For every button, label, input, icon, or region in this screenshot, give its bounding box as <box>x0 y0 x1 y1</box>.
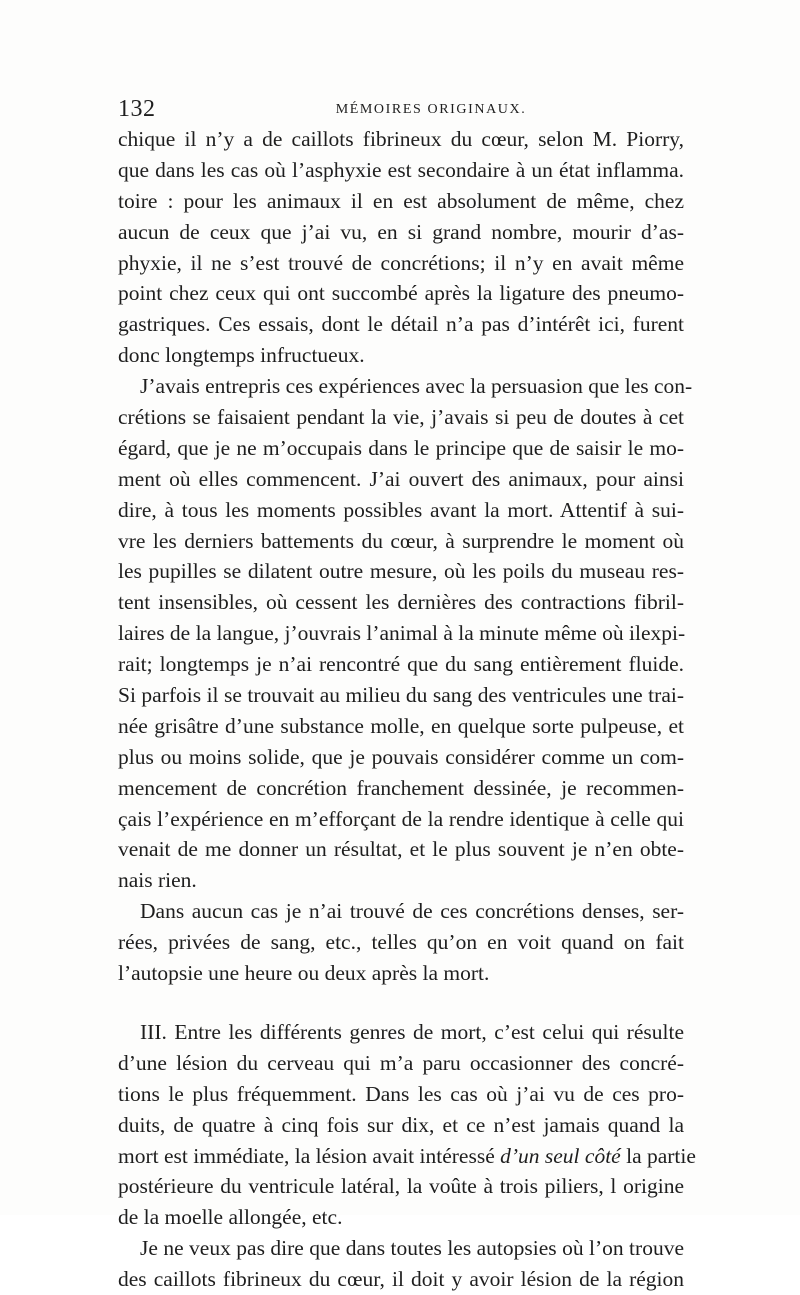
text-line: chique il n’y a de caillots fibrineux du cœur, selon M. Piorry, <box>118 127 684 151</box>
text-line: donc longtemps infructueux. <box>118 343 365 368</box>
text-line: tent insensibles, où cessent les dernières des contractions fibril- <box>118 590 684 615</box>
page-number: 132 <box>118 96 156 122</box>
text-line-with-emphasis <box>118 1141 696 1172</box>
text-line: que dans les cas où l’asphyxie est secondaire à un état inflamma. <box>118 157 684 182</box>
text-line: rées, privées de sang, etc., telles qu’on en voit quand on fait <box>118 930 684 955</box>
text-line: vre les derniers battements du cœur, à surprendre le moment où <box>118 528 684 553</box>
text-line: aucun de ceux que j’ai vu, en si grand nombre, mourir d’as- <box>118 219 684 244</box>
text-line: Je ne veux pas dire que dans toutes les autopsies où l’on trouve <box>140 1236 684 1261</box>
text-line: Dans aucun cas je n’ai trouvé de ces concrétions denses, ser- <box>140 899 684 924</box>
text-line: çais l’expérience en m’efforçant de la rendre identique à celle qui <box>118 806 684 831</box>
running-title: MÉMOIRES ORIGINAUX. <box>335 102 527 117</box>
text-line: duits, de quatre à cinq fois sur dix, et ce n’est jamais quand la <box>118 1112 684 1137</box>
text-line: égard, que je ne m’occupais dans le principe que de saisir le mo- <box>118 435 684 460</box>
section-three <box>118 1017 696 1233</box>
italic-emphasis: d’un seul côté <box>500 1143 621 1168</box>
paragraph <box>118 1233 684 1295</box>
paragraph <box>118 371 693 896</box>
text-line: née grisâtre d’une substance molle, en quelque sorte pulpeuse, et <box>118 713 684 738</box>
text-fragment: mort est immédiate, la lésion avait intéressé <box>118 1143 495 1168</box>
text-line: venait de me donner un résultat, et le plus souvent je n’en obte- <box>118 837 684 862</box>
text-line: postérieure du ventricule latéral, la voûte à trois piliers, l origine <box>118 1174 684 1199</box>
text-fragment: la partie <box>626 1143 696 1168</box>
paragraph <box>118 124 684 371</box>
text-line: point chez ceux qui ont succombé après la ligature des pneumo- <box>118 281 684 306</box>
text-line: III. Entre les différents genres de mort, c’est celui qui résulte <box>140 1019 684 1044</box>
text-line: tions le plus fréquemment. Dans les cas où j’ai vu de ces pro- <box>118 1081 684 1106</box>
text-line: de la moelle allongée, etc. <box>118 1205 343 1230</box>
body-text <box>118 124 696 1295</box>
text-line: d’une lésion du cerveau qui m’a paru occasionner des concré- <box>118 1050 684 1075</box>
text-line: les pupilles se dilatent outre mesure, où les poils du museau res- <box>118 559 684 584</box>
text-line: ment où elles commencent. J’ai ouvert des animaux, pour ainsi <box>118 466 684 491</box>
running-head <box>118 94 684 124</box>
text-line: crétions se faisaient pendant la vie, j’avais si peu de doutes à cet <box>118 405 684 430</box>
text-line: dire, à tous les moments possibles avant la mort. Attentif à sui- <box>118 497 684 522</box>
text-line: Si parfois il se trouvait au milieu du sang des ventricules une trai- <box>118 683 684 708</box>
text-line: gastriques. Ces essais, dont le détail n’a pas d’intérêt ici, furent <box>118 312 684 337</box>
text-line: plus ou moins solide, que je pouvais considérer comme un com- <box>118 744 684 769</box>
text-line: l’autopsie une heure ou deux après la mort. <box>118 961 490 986</box>
text-line: toire : pour les animaux il en est absolument de même, chez <box>118 188 684 213</box>
section-gap <box>118 989 684 1017</box>
text-line: des caillots fibrineux du cœur, il doit y avoir lésion de la région <box>118 1267 684 1292</box>
text-line: nais rien. <box>118 868 197 893</box>
text-line: phyxie, il ne s’est trouvé de concrétions; il n’y en avait même <box>118 250 684 275</box>
paragraph <box>118 896 684 989</box>
text-line: mencement de concrétion franchement dessinée, je recommen- <box>118 775 684 800</box>
text-line: rait; longtemps je n’ai rencontré que du sang entièrement fluide. <box>118 652 684 677</box>
text-line: J’avais entrepris ces expériences avec la persuasion que les con- <box>140 374 693 399</box>
text-line: laires de la langue, j’ouvrais l’animal à la minute même où ilexpi- <box>118 621 686 646</box>
